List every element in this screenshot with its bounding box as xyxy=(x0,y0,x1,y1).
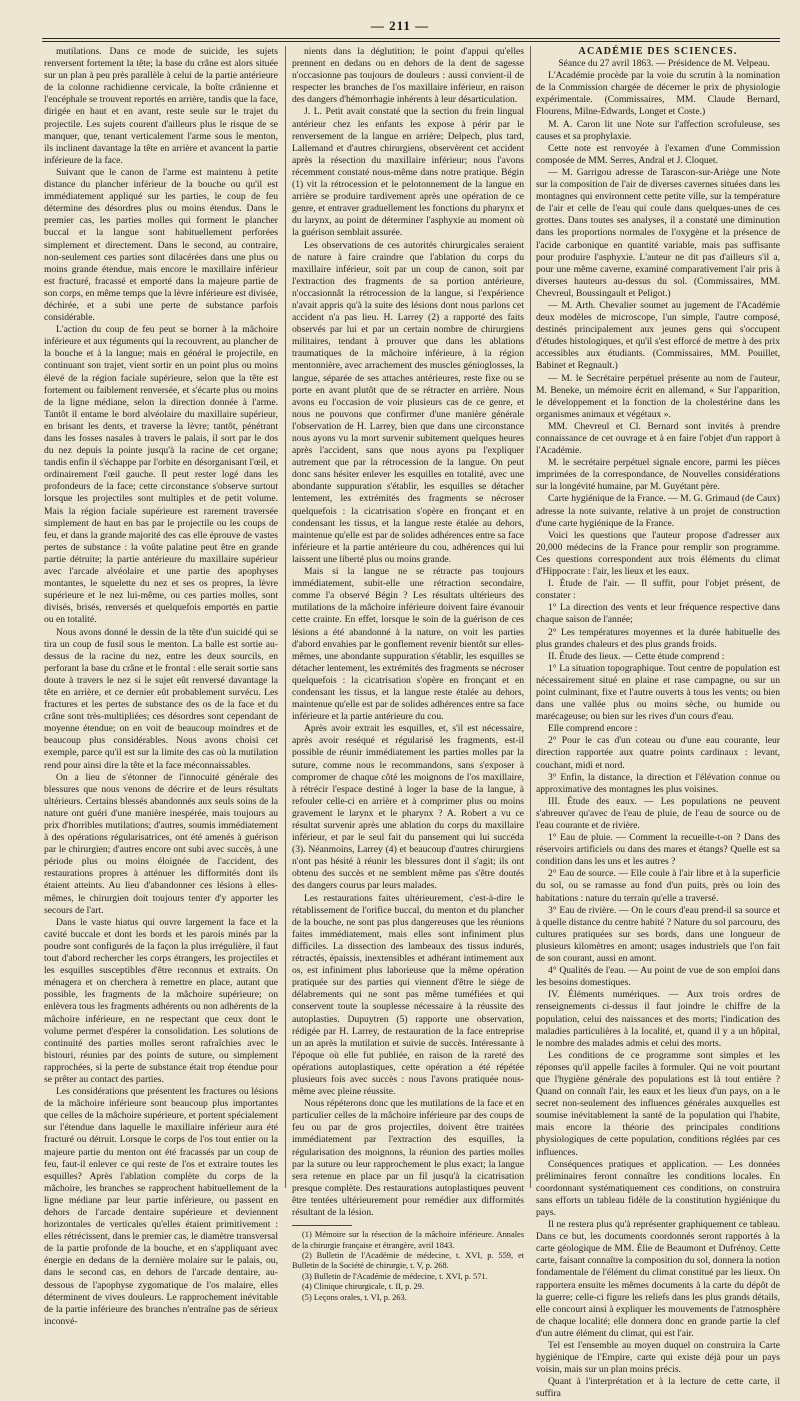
paragraph: MM. Chevreul et Cl. Bernard sont invités à prendre connaissance de cet ouvrage et à en faire l'objet d'un rapport à l'Académie. xyxy=(536,420,780,457)
session-line: Séance du 27 avril 1863. — Présidence de M. Velpeau. xyxy=(558,58,770,70)
paragraph: Mais si la langue ne se rétracte pas toujours immédiatement, subit-elle une rétraction secondaire, comme l'a observé Bégin ? Les résultats ultérieurs des mutilations de la mâchoire inférieure doivent faire évanouir cette crainte. En effet, lorsque le soin de la guérison de ces lésions a été abandonné à la nature, on voit les parties d'abord envahies par le gonflement revenir bientôt sur elles-mêmes, une abondante suppuration s'établir, les esquilles se détacher lentement, les extrémités des fragments se nécroser quelquefois : la cicatrisation s'opère en fronçant et en condensant les tissus, et la langue reste étalée au dehors, maintenue qu'elle est par de solides adhérences entre sa face inférieure et la partie antérieure du cou. xyxy=(292,566,524,723)
paragraph: II. Étude des lieux. — Cette étude comprend : xyxy=(548,650,725,662)
footnotes xyxy=(292,1230,524,1303)
column-separator xyxy=(530,46,531,1188)
column-1 xyxy=(44,46,278,1327)
section-heading: ACADÉMIE DES SCIENCES. xyxy=(578,46,738,57)
paragraph: 1° La situation topographique. Tout centre de population est nécessairement situé en plaine et rase campagne, ou sur un point culminant, fixe et l'autre ouverts à tous les vents; ou bien dans une vallée plus ou moins sèche, ou humide ou marécageuse; ou bien sur les rives d'un cours d'eau. xyxy=(536,662,780,723)
column-3 xyxy=(536,46,780,1400)
paragraph: M. le secrétaire perpétuel signale encore, parmi les pièces imprimées de la correspondance, de Nouvelles considérations sur la longévité humaine, par M. Guyétant père. xyxy=(536,457,780,493)
footnote-rule xyxy=(292,1225,352,1226)
paragraph: L'Académie procède par la voie du scrutin à la nomination de la Commission chargée de décerner le prix de physiologie expérimentale. (Commissaires, MM. Claude Bernard, Flourens, Milne-Edwards, Longet et Coste.) xyxy=(536,70,780,118)
paragraph: Les considérations que présentent les fractures ou lésions de la mâchoire inférieure sont beaucoup plus importantes que celles de la mâchoire supérieure, et portent spécialement sur l'étendue dans laquelle le maxillaire inférieur aura été fracturé ou détruit. Lorsque le corps de l'os tout entier ou la majeure partie du menton ont été fracassés par un coup de feu, faut-il enlever ce qui reste de l'os et extraire toutes les esquilles? Après l'ablation complète du corps de la mâchoire, les branches se rapprochent habituellement de la ligne médiane par leur partie inférieure, ou passent en dehors de l'arcade dentaire supérieure et deviennent horizontales de verticales qu'elles étaient primitivement : elles rétrécissent, dans le premier cas, le diamètre transversal de la partie profonde de la bouche, et en s'appliquant avec énergie en dedans de la dernière molaire sur le palais, ou, dans le second cas, en dehors de l'arcade dentaire, au-dessous de l'apophyse zygomatique de l'os malaire, elles déterminent de vives douleurs. Le rapprochement inévitable de la partie inférieure des branches n'entraîne pas de sérieux inconvé- xyxy=(44,1086,278,1327)
paragraph: IV. Éléments numériques. — Aux trois ordres de renseignements ci-dessus il faut joindre le chiffre de la population, celui des naissances et des morts; l'indication des maladies particulières à la localité, et, quand il y a un hôpital, le nombre des malades admis et celui des morts. xyxy=(536,989,780,1049)
paragraph: Conséquences pratiques et application. — Les données préliminaires feront connaître les conditions locales. En coordonnant systématiquement ces conditions, on construira sans efforts un tableau fidèle de la constitution hygiénique du pays. xyxy=(536,1158,780,1218)
paragraph: III. Étude des eaux. — Les populations ne peuvent s'abreuver qu'avec de l'eau de pluie, de l'eau de source ou de l'eau courante et de rivière. xyxy=(536,795,780,831)
paragraph: — M. Garrigou adresse de Tarascon-sur-Ariège une Note sur la composition de l'air de diverses cavernes situées dans les montagnes qui environnent cette petite ville, sur la température de l'air et celle de l'eau qui coule dans quelques-unes de ces grottes. Dans toutes ses analyses, il a constaté une diminution dans les proportions normales de l'oxygène et la présence de l'acide carbonique en quantité variable, mais pas suffisante pour produire l'asphyxie. L'auteur ne dit pas d'ailleurs s'il a, pour une même caverne, examiné comparativement l'air pris à diverses hauteurs au-dessus du sol. (Commissaires, MM. Chevreul, Boussingault et Peligot.) xyxy=(536,166,780,299)
paragraph: 3° Eau de rivière. — On le cours d'eau prend-il sa source et à quelle distance du centre habité ? Nature du sol parcouru, des cultures pratiquées sur ses bords, dans une longueur de plusieurs kilomètres en amont; usages industriels que l'on fait de son courant, aussi en amont. xyxy=(536,904,780,965)
footnote: (3) Bulletin de l'Académie de médecine, t. XVI, p. 571. xyxy=(302,1271,488,1281)
paragraph: M. A. Caron lit une Note sur l'affection scrofuleuse, ses causes et sa prophylaxie. xyxy=(536,118,780,142)
footnote: (1) Mémoire sur la résection de la mâchoire inférieure. Annales de la chirurgie française et étrangère, avril 1843. xyxy=(292,1230,524,1250)
column-separator xyxy=(285,46,286,1188)
paragraph: Tel est l'ensemble au moyen duquel on construira la Carte hygiénique de l'Empire, carte qui existe déjà pour un pays voisin, mais sur un plan moins précis. xyxy=(536,1340,780,1376)
header-rule-double xyxy=(42,41,780,42)
paragraph: Cette note est renvoyée à l'examen d'une Commission composée de MM. Serres, Andral et J. Cloquet. xyxy=(536,142,780,166)
footnote: (4) Clinique chirurgicale, t. II, p. 29. xyxy=(302,1282,424,1292)
paragraph: 2° Pour le cas d'un coteau ou d'une eau courante, leur direction rapportée aux quatre points cardinaux : levant, couchant, midi et nord. xyxy=(536,735,780,771)
paragraph: Après avoir extrait les esquilles, et, s'il est nécessaire, après avoir reséqué et régularisé les fragments, est-il possible de réunir immédiatement les parties molles par la suture, comme nous le recommandons, sans s'exposer à compromer de chaque côté les moignons de l'os maxillaire, à rétrécir l'espace destiné à loger la base de la langue, à refouler celle-ci en arrière et à comprimer plus ou moins gravement le larynx et le pharynx ? A. Robert a vu ce résultat survenir après une ablation du corps du maxillaire inférieur, et par le seul fait du pansement qui lui succéda (3). Néanmoins, Larrey (4) et beaucoup d'autres chirurgiens n'ont pas hésité à réunir les blessures dont il s'agit; ils ont obtenu des succès et ne semblent même pas s'être doutés des dangers courus par leurs malades. xyxy=(292,723,524,892)
paragraph: 1° La direction des vents et leur fréquence respective dans chaque saison de l'année; xyxy=(536,602,780,626)
paragraph: 4° Qualités de l'eau. — Au point de vue de son emploi dans les besoins domestiques. xyxy=(536,965,780,989)
paragraph: Les restaurations faites ultérieurement, c'est-à-dire le rétablissement de l'orifice buccal, du menton et du plancher de la bouche, ne sont pas plus dangereuses que les réunions faites immédiatement, mais elles sont infiniment plus difficiles. La dissection des lambeaux des tissus indurés, rétractés, épaissis, inextensibles et adhérant intimement aux os, est infiniment plus laborieuse que la même opération pratiquée sur des parties qui viennent d'être le siège de délabrements qui ne sont pas même tuméfiées et qui conservent toute la souplesse nécessaire à la réussite des autoplasties. Dupuytren (5) rapporte une observation, rédigée par H. Larrey, de restauration de la face entreprise un an après la mutilation et suivie de succès. Intéressante à l'époque où elle fut publiée, en raison de la rareté des opérations autoplastiques, cette opération a été répétée plusieurs fois avec succès : nous l'avons pratiquée nous-même avec pleine réussite. xyxy=(292,892,524,1098)
paragraph: 3° Enfin, la distance, la direction et l'élévation connue ou approximative des montagnes les plus voisines. xyxy=(536,771,780,795)
paragraph: Quant à l'interprétation et à la lecture de cette carte, il suffira xyxy=(536,1376,780,1400)
paragraph: 1° Eau de pluie. — Comment la recueille-t-on ? Dans des réservoirs artificiels ou dans des mares et étangs? Quelle est sa condition dans les uns et les autres ? xyxy=(536,832,780,868)
paragraph: — M. le Secrétaire perpétuel présente au nom de l'auteur, M. Beneke, un mémoire écrit en allemand, « Sur l'apparition, le développement et la fonction de la cholestérine dans les organismes animaux et végétaux ». xyxy=(536,372,780,420)
footnote: (2) Bulletin de l'Académie de médecine, t. XVI, p. 559, et Bulletin de la Société de chirurgie, t. V, p. 268. xyxy=(292,1250,524,1271)
paragraph: Elle comprend encore : xyxy=(548,723,638,735)
paragraph: mutilations. Dans ce mode de suicide, les sujets renversent fortement la tête; la base du crâne est alors située sur un plan à peu près parallèle à celui de la partie antérieure de la colonne rachidienne cervicale, la boîte crânienne et l'encéphale se trouvent reportés en arrière, tandis que la face, dirigée en haut et en avant, reste seule sur le trajet du projectile. Les sujets courent d'ailleurs plus le risque de se manquer, que, tenant verticalement l'arme sous le menton, ils inclinent davantage la tête en arrière et avancent la partie inférieure de la face. xyxy=(44,46,278,166)
paragraph: Il ne restera plus qu'à représenter graphiquement ce tableau. Dans ce but, les documents coordonnés seront rapportés à la carte géologique de MM. Élie de Beaumont et Dufrénoy. Cette carte, faisant connaître la composition du sol, donnera la notion fondamentale de l'élément du climat constitué par les lieux. On rapportera ensuite les mêmes documents à la carte du dépôt de la guerre; celle-ci figure les reliefs dans les plus grands détails, elle concourt ainsi à expliquer les mouvements de l'atmosphère de chaque localité; elle donnera donc en grande partie la clef d'un autre élément du climat, qui est l'air. xyxy=(536,1219,780,1339)
paragraph: L'action du coup de feu peut se borner à la mâchoire inférieure et aux téguments qui la recouvrent, au plancher de la bouche et à la langue; mais en général le projectile, en continuant son trajet, vient sortir en un point plus ou moins élevé de la région faciale supérieure, selon que la tête est fortement ou faiblement renversée, et s'écarte plus ou moins de la ligne médiane, selon la direction donnée à l'arme. Tantôt il entame le bord alvéolaire du maxillaire supérieur, en brisant les dents, et traverse la lèvre; tantôt, pénétrant dans les fosses nasales à travers le palais, il sort par le dos du nez depuis la pointe jusqu'à la racine de cet organe; tandis enfin il s'échappe par l'orbite en désorganisant l'œil, et ordinairement l'œil gauche. Il peut rester logé dans les profondeurs de la face; cette circonstance s'observe surtout lorsque les projectiles sont multiples et de petit volume. Mais la région faciale supérieure est rarement traversée simplement de haut en bas par le projectile ou les coups de feu, et dans la grande majorité des cas elle éprouve de vastes pertes de substance : la voûte palatine peut être en grande partie détruite; la partie antérieure du maxillaire supérieur avec l'arcade alvéolaire et une partie des apophyses montantes, le squelette du nez et ses os propres, la lèvre supérieure et le nez lui-même, ou ces parties molles, sont divisés, brisés, renversés et quelquefois emportés en partie ou en totalité. xyxy=(44,324,278,626)
paragraph: Carte hygiénique de la France. — M. G. Grimaud (de Caux) adresse la note suivante, relative à un projet de construction d'une carte hygiénique de la France. xyxy=(536,493,780,529)
paragraph: 2° Eau de source. — Elle coule à l'air libre et à la superficie du sol, ou se ramasse au fond d'un puits, près ou loin des habitations : nature du terrain qu'elle a traversé. xyxy=(536,868,780,904)
column-2 xyxy=(292,46,524,1302)
paragraph: Voici les questions que l'auteur propose d'adresser aux 20,000 médecins de la France pour remplir son programme. Ces questions correspondent aux trois éléments du climat d'Hippocrate : l'air, les lieux et les eaux. xyxy=(536,529,780,578)
paragraph: Dans le vaste hiatus qui ouvre largement la face et la cavité buccale et dont les bords et les parois minés par la poudre sont configurés de la façon la plus irrégulière, il faut tout d'abord rechercher les corps étrangers, les projectiles et les esquilles susceptibles d'être reconnus et extraits. On ménagera et on cherchera à remettre en place, autant que possible, les fragments de la mâchoire supérieure; on enlèvera tous les fragments adhérents ou non adhérents de la mâchoire inférieure, en ne respectant que ceux dont le volume permet d'espérer la consolidation. Les solutions de continuité des parties molles seront rafraîchies avec le bistouri, réunies par des points de suture, ou simplement rapprochées, si la perte de substance était trop étendue pour se prêter au contact des parties. xyxy=(44,916,278,1085)
header-rule xyxy=(42,38,780,39)
paragraph: nients dans la déglutition; le point d'appui qu'elles prennent en dedans ou en dehors de la dent de sagesse n'occasionne pas toujours de douleurs : aussi convient-il de respecter les branches de l'os maxillaire inférieur, en raison des dangers d'hémorrhagie inhérents à leur désarticulation. xyxy=(292,46,524,106)
paragraph: On a lieu de s'étonner de l'innocuité générale des blessures que nous venons de décrire et de leurs résultats ultérieurs. Certains blessés abandonnés aux seuls soins de la nature ont guéri d'une manière inespérée, mais toujours au prix d'horribles mutilations; d'autres, soumis immédiatement à des opérations régularisatrices, ont été amenés à guérison par le chirurgien; d'autres encore ont subi avec succès, à une période plus ou moins éloignée de l'accident, des restaurations propres à atténuer les difformités dont ils étaient atteints. Au lieu d'abandonner ces lésions à elles-mêmes, le chirurgien doit toujours tenter d'y apporter les secours de l'art. xyxy=(44,771,278,916)
paragraph: 2° Les températures moyennes et la durée habituelle des plus grandes chaleurs et des plus grands froids. xyxy=(536,626,780,650)
paragraph: Nous avons donné le dessin de la tête d'un suicidé qui se tira un coup de fusil sous le menton. La balle est sortie au-dessus de la racine du nez, entre les deux sourcils, en perforant la base du crâne et le frontal : elle serait sortie sans doute à travers le nez si le sujet eût renversé davantage la tête en arrière, et ce dernier eût probablement survécu. Les fractures et les pertes de substance des os de la face et du crâne sont très-multipliées; ces désordres sont cependant de moyenne étendue; on en voit de beaucoup moindres et de beaucoup plus considérables. Nous avons choisi cet exemple, parce qu'il est sur la limite des cas où la mutilation rend pour ainsi dire la tête et la face méconnaissables. xyxy=(44,626,278,771)
footnote: (5) Leçons orales, t. VI, p. 263. xyxy=(302,1292,407,1302)
paragraph: Les conditions de ce programme sont simples et les réponses qu'il appelle faciles à formuler. Qui ne voit pourtant que l'hygiène générale des populations est là tout entière ? Quand on connaît l'air, les eaux et les lieux d'un pays, on a le secret non-seulement des influences générales auxquelles est soumise inévitablement la santé de la population qui l'habite, mais encore la théorie des principales conditions physiologiques de cette population, conditions réglées par ces influences. xyxy=(536,1049,780,1158)
paragraph: — M. Arth. Chevalier soumet au jugement de l'Académie deux modèles de microscope, l'un simple, l'autre composé, destinés principalement aux jeunes gens qui s'occupent d'études histologiques, et qu'il s'est efforcé de mettre à des prix accessibles aux étudiants. (Commissaires, MM. Pouillet, Babinet et Regnault.) xyxy=(536,299,780,372)
paragraph: J. L. Petit avait constaté que la section du frein lingual antérieur chez les enfants les expose à périr par le renversement de la langue en arrière; Delpech, plus tard, Lallemand et d'autres chirurgiens, observèrent cet accident après la résection du maxillaire inférieur; nous l'avons récemment constaté nous-même dans notre pratique. Bégin (1) vit la rétrocession et le pelotonnement de la langue en arrière se produire tardivement après une opération de ce genre, et entraver graduellement les fonctions du pharynx et du larynx, au point de déterminer l'asphyxie au moment où la guérison semblait assurée. xyxy=(292,106,524,239)
paragraph: Nous répéterons donc que les mutilations de la face et en particulier celles de la mâchoire inférieure par des coups de feu ou par de gros projectiles, doivent être traitées immédiatement par l'extraction des esquilles, la régularisation des moignons, la réunion des parties molles par la suture ou leur rapprochement le plus exact; la langue sera retenue en place par un fil jusqu'à la cicatrisation presque complète. Des restaurations autoplastiques peuvent être tentées ultérieurement pour remédier aux difformités résultant de la lésion. xyxy=(292,1098,524,1218)
paragraph: Suivant que le canon de l'arme est maintenu à petite distance du plancher inférieur de la bouche ou qu'il est immédiatement appliqué sur les parties, le coup de feu détermine des désordres plus ou moins étendus. Dans le premier cas, les parties molles qui forment le plancher buccal et la langue sont habituellement perforées simplement et directement. Dans le second, au contraire, non-seulement ces parties sont dilacérées dans une plus ou moins grande étendue, mais encore le maxillaire inférieur est fracturé, fracassé et emporté dans la majeure partie de son corps, en même temps que la lèvre inférieure est divisée, déchirée, et a subi une perte de substance parfois considérable. xyxy=(44,166,278,324)
page-number: — 211 — xyxy=(370,18,430,33)
paragraph: Les observations de ces autorités chirurgicales seraient de nature à faire craindre que l'ablation du corps du maxillaire inférieur, soit par un coup de canon, soit par l'extraction des fragments de sa portion antérieure, n'occasionnât la rétrocession de la langue, si l'expérience n'avait appris qu'à la suite des lésions dont nous parlons cet accident n'a pas lieu. H. Larrey (2) a rapporté des faits observés par lui et par un certain nombre de chirurgiens militaires, tendant à prouver que dans les ablations traumatiques de la mâchoire inférieure, à la région mentonnière, avec arrachement des muscles génioglosses, la langue, séparée de ses attaches antérieures, reste fixe ou se porte en avant plutôt que de se rétracter en arrière. Nous avons eu l'occasion de voir plusieurs cas de ce genre, et nous ne pouvons que confirmer d'une manière générale l'observation de H. Larrey, bien que dans une circonstance nous ayons vu la mort survenir subitement quelques heures après l'accident, sans que nous ayons pu l'expliquer autrement que par la rétrocession de la langue. On peut donc sans hésiter enlever les esquilles en totalité, avec une abondante suppuration s'établir, les esquilles se détacher lentement, les extrémités des fragments se nécroser quelquefois : la cicatrisation s'opère en fronçant et en condensant les tissus, et la langue reste étalée au dehors, maintenue qu'elle est par de solides adhérences entre sa face inférieure et la partie antérieure du cou, adhérences qui lui laissent une liberté plus ou moins grande. xyxy=(292,239,524,565)
paragraph: I. Étude de l'air. — Il suffit, pour l'objet présent, de constater : xyxy=(536,578,780,602)
